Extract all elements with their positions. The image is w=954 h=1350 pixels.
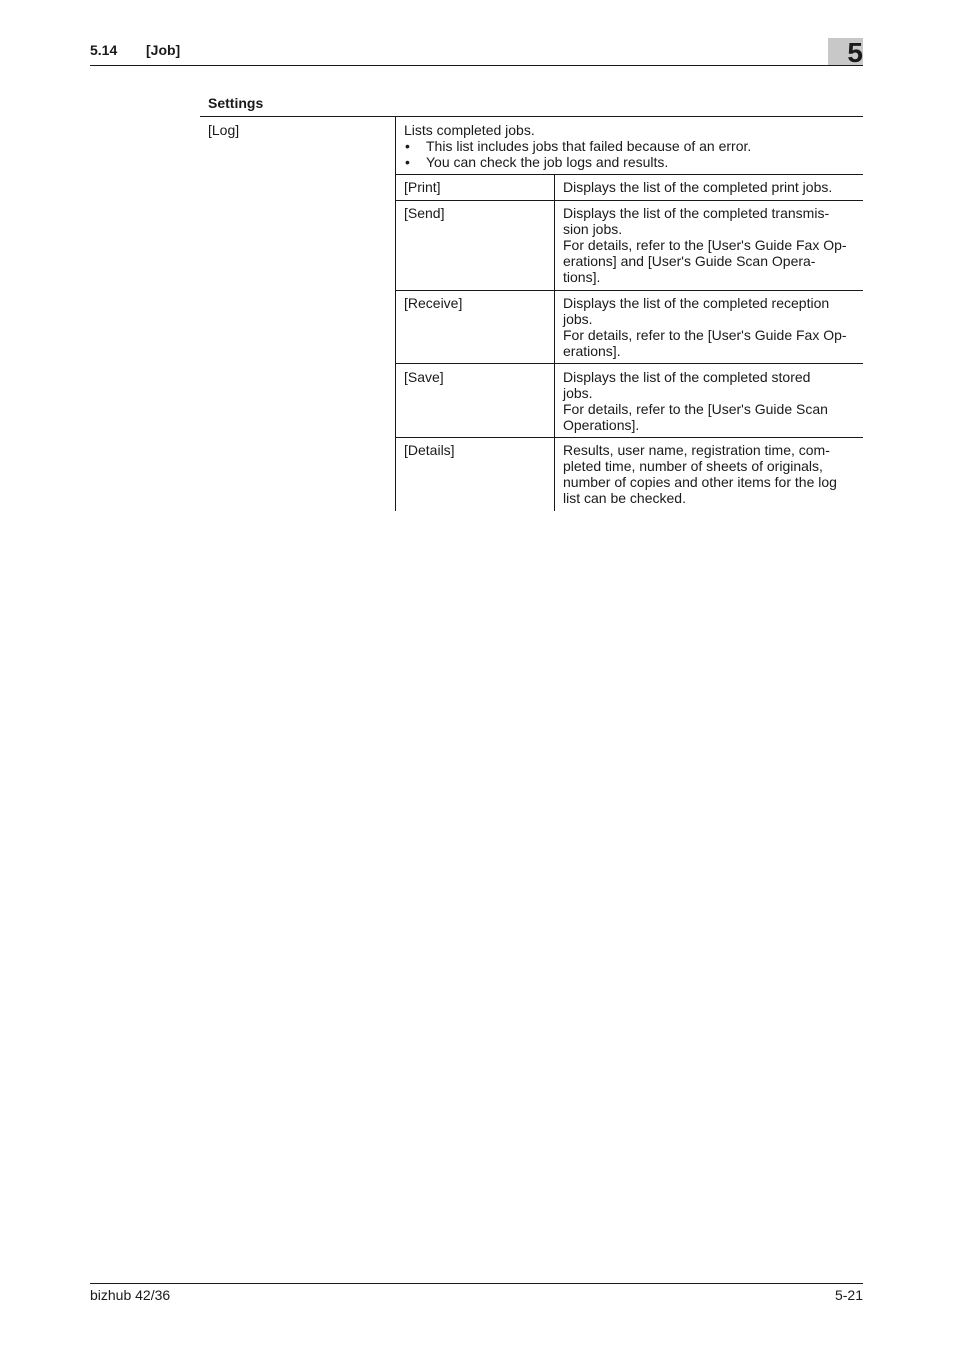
description-line: erations] and [User's Guide Scan Opera- [563, 253, 816, 269]
row-label-send: [Send] [404, 205, 445, 221]
settings-table [200, 116, 863, 511]
table-row-divider [395, 290, 863, 291]
description-line: Operations]. [563, 417, 640, 433]
chapter-badge [828, 37, 863, 68]
section-title: [Job] [146, 42, 181, 58]
description-line: number of copies and other items for the log [563, 474, 837, 490]
log-bullet: • This list includes jobs that failed because of an error. [404, 138, 854, 154]
log-bullet: • You can check the job logs and results. [404, 154, 854, 170]
row-description-save [563, 369, 861, 433]
section-number: 5.14 [90, 42, 118, 58]
description-line: For details, refer to the [User's Guide Fax Op- [563, 237, 847, 253]
description-line: For details, refer to the [User's Guide Fax Op- [563, 327, 847, 343]
header-divider [90, 65, 863, 66]
table-subcolumn-divider [554, 174, 555, 511]
description-line: pleted time, number of sheets of originals, [563, 458, 823, 474]
table-row-divider [395, 174, 863, 175]
row-description-send [563, 205, 861, 285]
table-column-divider [395, 116, 396, 511]
description-line: jobs. [563, 385, 593, 401]
log-label: [Log] [208, 122, 240, 138]
section-header [90, 42, 180, 58]
footer-divider [90, 1283, 863, 1284]
chapter-number: 5 [847, 37, 863, 68]
row-description-receive [563, 295, 861, 359]
table-top-rule [200, 116, 863, 117]
description-line: Displays the list of the completed transmis- [563, 205, 830, 221]
description-line: Displays the list of the completed stored [563, 369, 811, 385]
description-line: erations]. [563, 343, 621, 359]
table-row-divider [395, 200, 863, 201]
description-line: sion jobs. [563, 221, 623, 237]
log-description [404, 122, 854, 170]
description-line: Displays the list of the completed print jobs. [563, 179, 833, 195]
table-row-divider [395, 363, 863, 364]
settings-heading: Settings [208, 95, 264, 111]
description-line: jobs. [563, 311, 593, 327]
description-line: Results, user name, registration time, com- [563, 442, 830, 458]
description-line: list can be checked. [563, 490, 686, 506]
row-label-details: [Details] [404, 442, 455, 458]
footer-page-number: 5-21 [834, 1287, 863, 1303]
table-row-divider [395, 437, 863, 438]
description-line: For details, refer to the [User's Guide Scan [563, 401, 828, 417]
description-line: Displays the list of the completed reception [563, 295, 830, 311]
row-description-print [563, 179, 861, 195]
row-description-details [563, 442, 861, 506]
footer-model: bizhub 42/36 [90, 1287, 171, 1303]
description-line: tions]. [563, 269, 601, 285]
log-intro: Lists completed jobs. [404, 122, 535, 138]
row-label-receive: [Receive] [404, 295, 463, 311]
row-label-save: [Save] [404, 369, 444, 385]
row-label-print: [Print] [404, 179, 441, 195]
